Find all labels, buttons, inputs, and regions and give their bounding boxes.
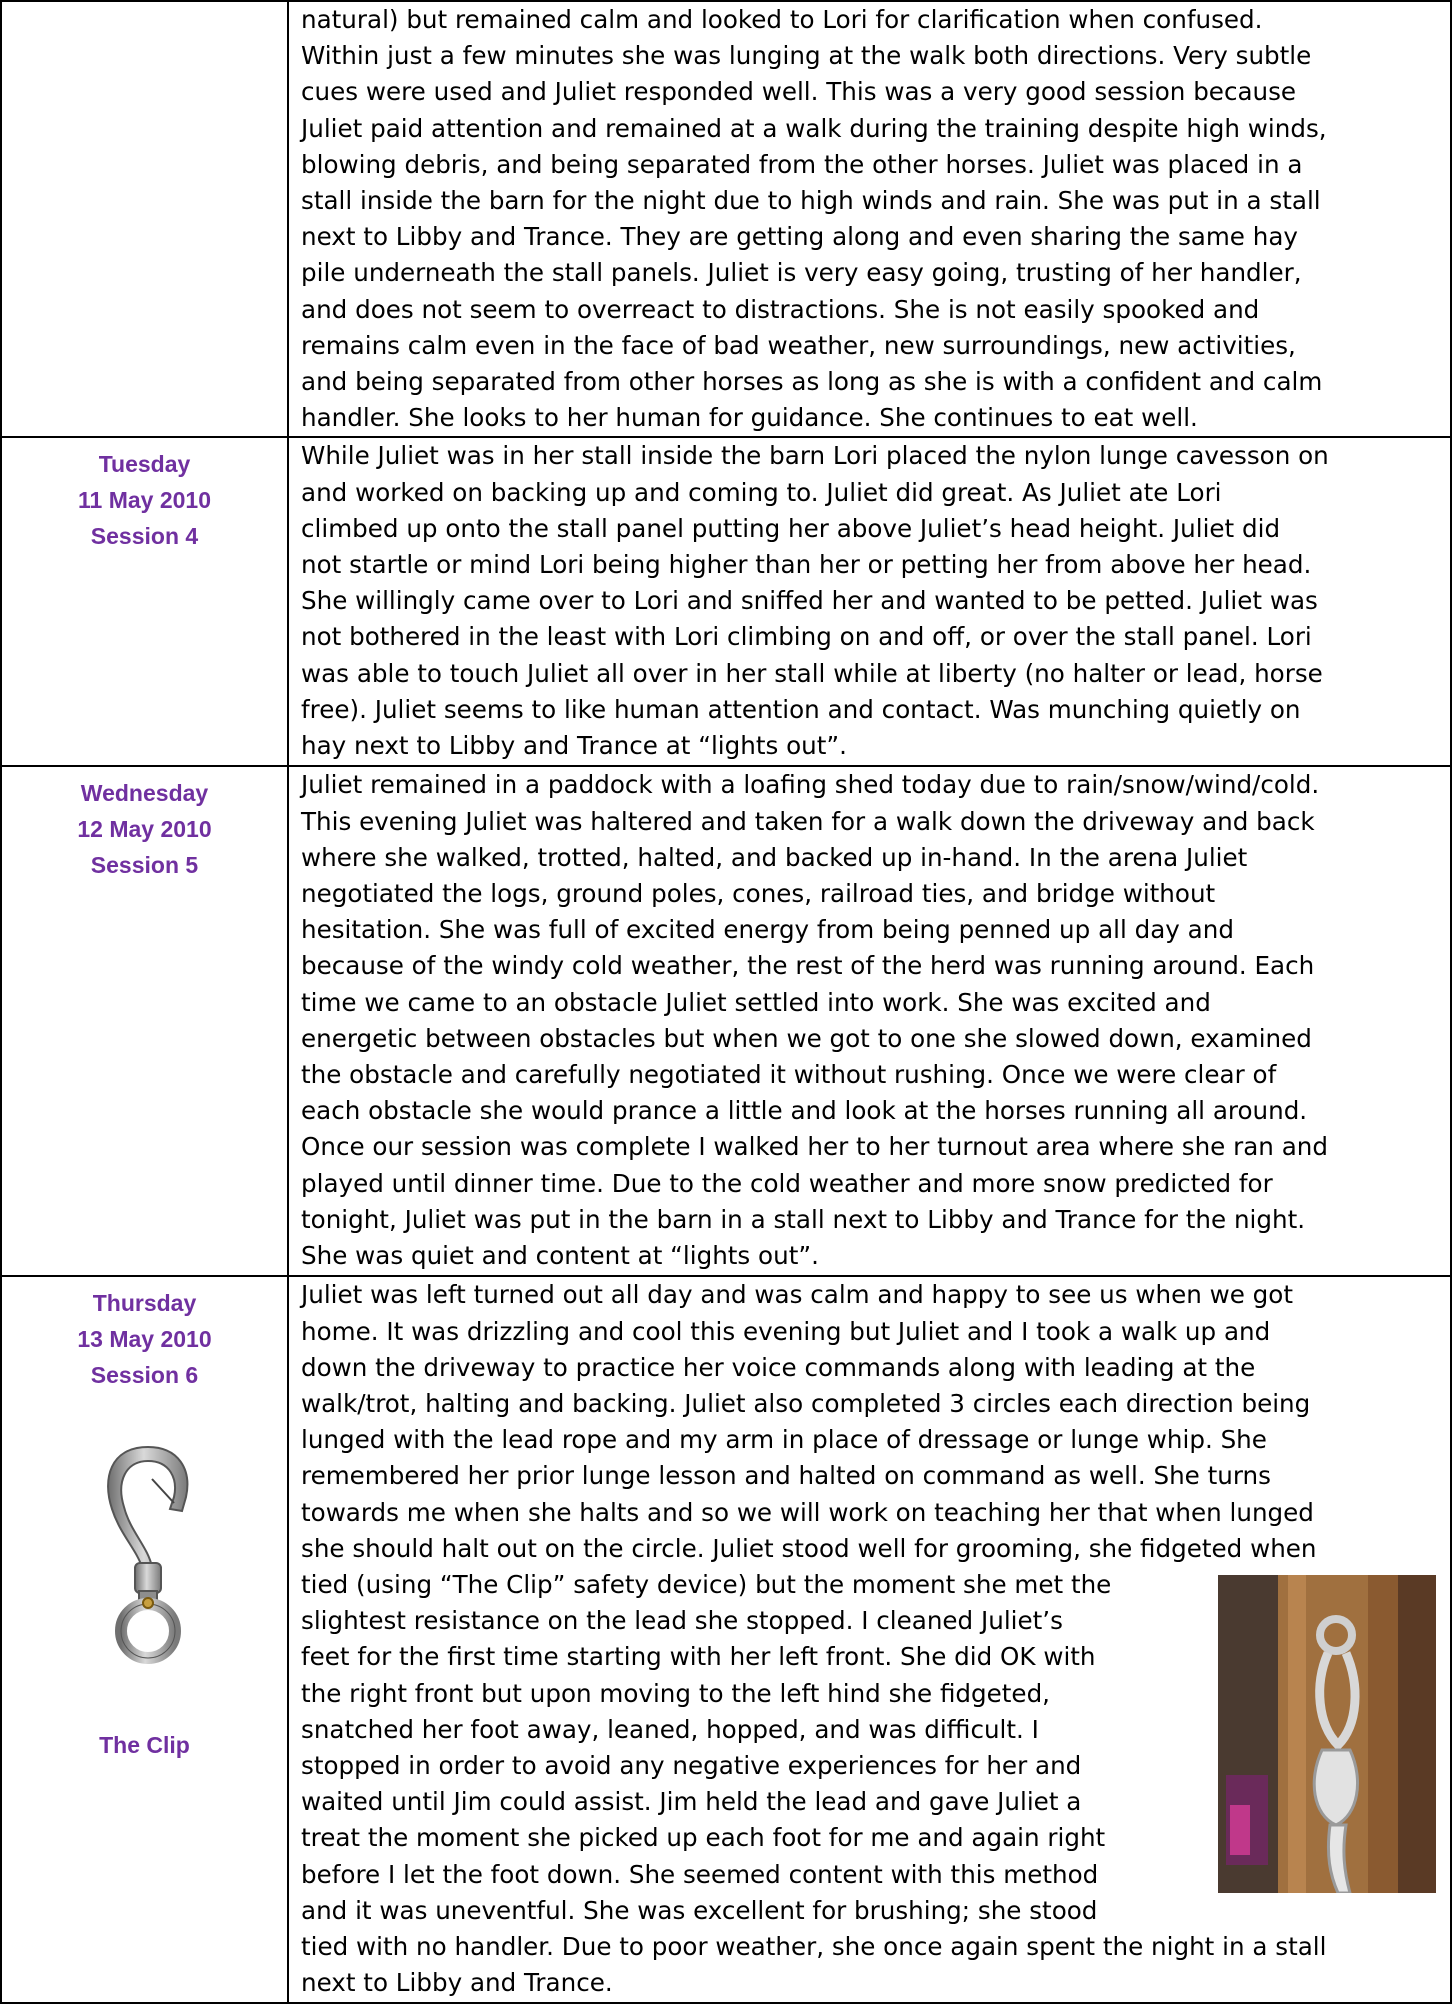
notes-line: Juliet remained in a paddock with a loafing shed today due to rain/snow/wind/cold. <box>301 770 1320 800</box>
table-row <box>1 1276 1451 2002</box>
wrapped-text-area <box>301 1567 1444 1929</box>
day-label: Thursday <box>92 1290 197 1317</box>
notes-line: the right front but upon moving to the left hind she fidgeted, <box>301 1678 1050 1708</box>
notes-line: Within just a few minutes she was lunging at the walk both directions. Very subtle <box>301 41 1312 71</box>
notes-line: climbed up onto the stall panel putting her above Juliet’s head height. Juliet did <box>301 513 1281 543</box>
date-cell <box>1 766 288 1276</box>
notes-line: was able to touch Juliet all over in her stall while at liberty (no halter or lead, horse <box>301 658 1323 688</box>
table-row <box>1 437 1451 766</box>
notes-line: remembered her prior lunge lesson and halted on command as well. She turns <box>301 1461 1271 1491</box>
notes-line: and it was uneventful. She was excellent for brushing; she stood <box>301 1895 1098 1925</box>
notes-line: Once our session was complete I walked her to her turnout area where she ran and <box>301 1132 1328 1162</box>
session-label: Session 5 <box>90 852 199 879</box>
notes-line: the obstacle and carefully negotiated it without rushing. Once we were clear of <box>301 1060 1277 1090</box>
notes-line: treat the moment she picked up each foot for me and again right <box>301 1823 1106 1853</box>
table-row <box>1 1 1451 437</box>
table-row <box>1 766 1451 1276</box>
notes-line: slightest resistance on the lead she stopped. I cleaned Juliet’s <box>301 1606 1063 1636</box>
date-label: 13 May 2010 <box>77 1326 212 1353</box>
notes-line: blowing debris, and being separated from the other horses. Juliet was placed in a <box>301 149 1303 179</box>
notes-line: feet for the first time starting with her left front. She did OK with <box>301 1642 1096 1672</box>
date-label: 12 May 2010 <box>77 816 212 843</box>
notes-line: She was quiet and content at “lights out”. <box>301 1241 819 1271</box>
date-cell <box>1 437 288 766</box>
date-cell <box>1 1 288 437</box>
notes-line: cues were used and Juliet responded well. This was a very good session because <box>301 77 1297 107</box>
notes-line: time we came to an obstacle Juliet settled into work. She was excited and <box>301 987 1211 1017</box>
notes-line: before I let the foot down. She seemed content with this method <box>301 1859 1099 1889</box>
snap-hook-clip-icon <box>90 1439 200 1669</box>
notes-line: free). Juliet seems to like human attention and contact. Was munching quietly on <box>301 694 1301 724</box>
notes-line: where she walked, trotted, halted, and backed up in-hand. In the arena Juliet <box>301 842 1248 872</box>
notes-line: waited until Jim could assist. Jim held the lead and gave Juliet a <box>301 1787 1082 1817</box>
notes-line: she should halt out on the circle. Juliet stood well for grooming, she fidgeted when <box>301 1533 1317 1563</box>
clip-caption: The Clip <box>99 1732 190 1759</box>
notes-line: home. It was drizzling and cool this evening but Juliet and I took a walk up and <box>301 1316 1271 1346</box>
notes-line: towards me when she halts and so we will work on teaching her that when lunged <box>301 1497 1314 1527</box>
notes-line: because of the windy cold weather, the rest of the herd was running around. Each <box>301 951 1315 981</box>
notes-cell <box>288 1 1451 437</box>
notes-line: hay next to Libby and Trance at “lights out”. <box>301 731 847 761</box>
day-label: Wednesday <box>80 780 209 807</box>
notes-line: walk/trot, halting and backing. Juliet also completed 3 circles each direction being <box>301 1389 1311 1419</box>
notes-line: This evening Juliet was haltered and taken for a walk down the driveway and back <box>301 806 1315 836</box>
notes-line: negotiated the logs, ground poles, cones, railroad ties, and bridge without <box>301 879 1216 909</box>
notes-cell <box>288 437 1451 766</box>
notes-line: and worked on backing up and coming to. Juliet did great. As Juliet ate Lori <box>301 477 1222 507</box>
notes-line: next to Libby and Trance. They are getting along and even sharing the same hay <box>301 222 1298 252</box>
notes-line: pile underneath the stall panels. Juliet is very easy going, trusting of her handler, <box>301 258 1302 288</box>
notes-line: snatched her foot away, leaned, hopped, and was difficult. I <box>301 1714 1039 1744</box>
notes-line: played until dinner time. Due to the cold weather and more snow predicted for <box>301 1168 1273 1198</box>
notes-line: hesitation. She was full of excited energy from being penned up all day and <box>301 915 1234 945</box>
notes-line: next to Libby and Trance. <box>301 1968 613 1998</box>
notes-line: each obstacle she would prance a little and look at the horses running all around. <box>301 1096 1308 1126</box>
notes-line: and being separated from other horses as long as she is with a confident and calm <box>301 367 1323 397</box>
notes-line: lunged with the lead rope and my arm in place of dressage or lunge whip. She <box>301 1425 1267 1455</box>
notes-cell <box>288 766 1451 1276</box>
date-cell <box>1 1276 288 2002</box>
session-label: Session 4 <box>90 523 199 550</box>
notes-line: energetic between obstacles but when we got to one she slowed down, examined <box>301 1023 1312 1053</box>
notes-line: not bothered in the least with Lori climbing on and off, or over the stall panel. Lori <box>301 622 1312 652</box>
notes-line: and does not seem to overreact to distractions. She is not easily spooked and <box>301 294 1260 324</box>
notes-line: stopped in order to avoid any negative experiences for her and <box>301 1751 1082 1781</box>
session-label: Session 6 <box>90 1362 199 1389</box>
notes-line: While Juliet was in her stall inside the barn Lori placed the nylon lunge cavesson on <box>301 441 1329 471</box>
notes-line: tied with no handler. Due to poor weather, she once again spent the night in a stall <box>301 1932 1327 1962</box>
day-label: Tuesday <box>98 451 191 478</box>
notes-line: natural) but remained calm and looked to Lori for clarification when confused. <box>301 5 1263 34</box>
date-label: 11 May 2010 <box>77 487 211 514</box>
notes-line: down the driveway to practice her voice commands along with leading at the <box>301 1352 1256 1382</box>
notes-cell <box>288 1276 1451 2002</box>
notes-line: tonight, Juliet was put in the barn in a stall next to Libby and Trance for the night. <box>301 1204 1306 1234</box>
clip-on-post-photo <box>1218 1575 1436 1893</box>
notes-line: She willingly came over to Lori and sniffed her and wanted to be petted. Juliet was <box>301 586 1318 616</box>
notes-line: tied (using “The Clip” safety device) but the moment she met the <box>301 1570 1112 1600</box>
notes-line: not startle or mind Lori being higher than her or petting her from above her head. <box>301 550 1312 580</box>
notes-line: remains calm even in the face of bad weather, new surroundings, new activities, <box>301 330 1296 360</box>
notes-line: stall inside the barn for the night due to high winds and rain. She was put in a stall <box>301 186 1321 216</box>
notes-line: handler. She looks to her human for guidance. She continues to eat well. <box>301 403 1198 433</box>
notes-line: Juliet was left turned out all day and was calm and happy to see us when we got <box>301 1280 1293 1310</box>
notes-line: Juliet paid attention and remained at a walk during the training despite high winds, <box>301 113 1327 143</box>
